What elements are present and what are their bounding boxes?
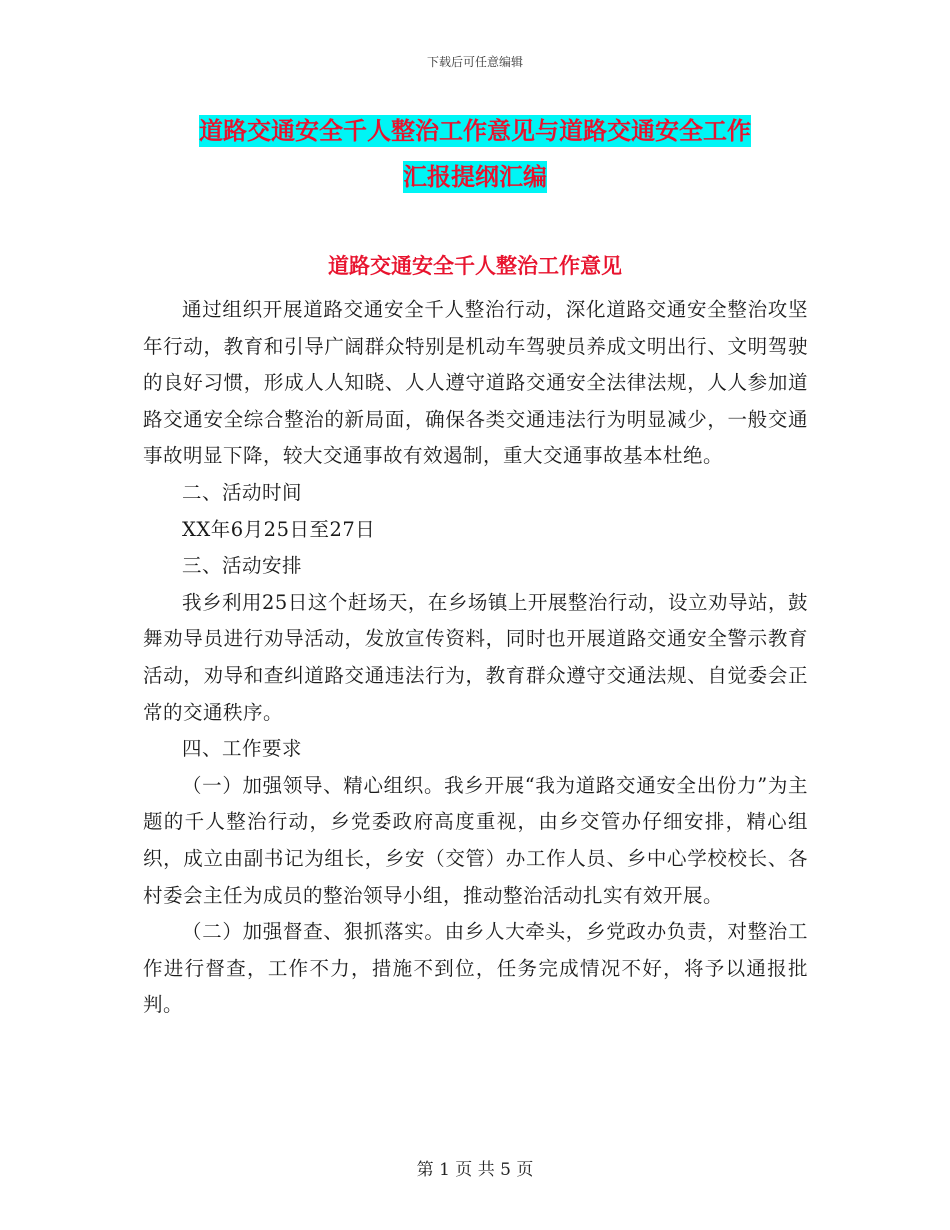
paragraph-requirement-2: （二）加强督查、狠抓落实。由乡人大牵头，乡党政办负责，对整治工作进行督查，工作不力，措施不到位，任务完成情况不好，将予以通报批判。 (143, 920, 808, 1017)
page-number-footer: 第 1 页 共 5 页 (416, 1160, 534, 1180)
paragraph-activity-date: XX年6月25日至27日 (182, 517, 376, 541)
heading-activity-arrangement: 三、活动安排 (182, 554, 303, 578)
paragraph-requirement-1: （一）加强领导、精心组织。我乡开展“我为道路交通安全出份力”为主题的千人整治行动，乡党委政府高度重视，由乡交管办仔细安排，精心组织，成立由副书记为组长，乡安（交管）办工作人员、乡中心学校校长、各村委会主任为成员的整治领导小组，推动整治活动扎实有效开展。 (143, 773, 808, 907)
paragraph-arrangement: 我乡利用25日这个赶场天，在乡场镇上开展整治行动，设立劝导站，鼓舞劝导员进行劝导活动，发放宣传资料，同时也开展道路交通安全警示教育活动，劝导和查纠道路交通违法行为，教育群众遵守交通法规、自觉委会正常的交通秩序。 (143, 590, 808, 724)
page-header-note: 下载后可任意编辑 (426, 55, 523, 69)
paragraph-intro: 通过组织开展道路交通安全千人整治行动，深化道路交通安全整治攻坚年行动，教育和引导广阔群众特别是机动车驾驶员养成文明出行、文明驾驶的良好习惯，形成人人知晓、人人遵守道路交通安全法律法规，人人参加道路交通安全综合整治的新局面，确保各类交通违法行为明显减少，一般交通事故明显下降，较大交通事故有效遏制，重大交通事故基本杜绝。 (143, 298, 808, 468)
title-line-2: 汇报提纲汇编 (403, 163, 547, 191)
title-line-1: 道路交通安全千人整治工作意见与道路交通安全工作 (199, 117, 751, 145)
section-title: 道路交通安全千人整治工作意见 (328, 254, 622, 278)
document-body (143, 292, 808, 1024)
heading-work-requirements: 四、工作要求 (182, 737, 303, 761)
document-title (145, 108, 805, 200)
heading-activity-time: 二、活动时间 (182, 480, 303, 504)
